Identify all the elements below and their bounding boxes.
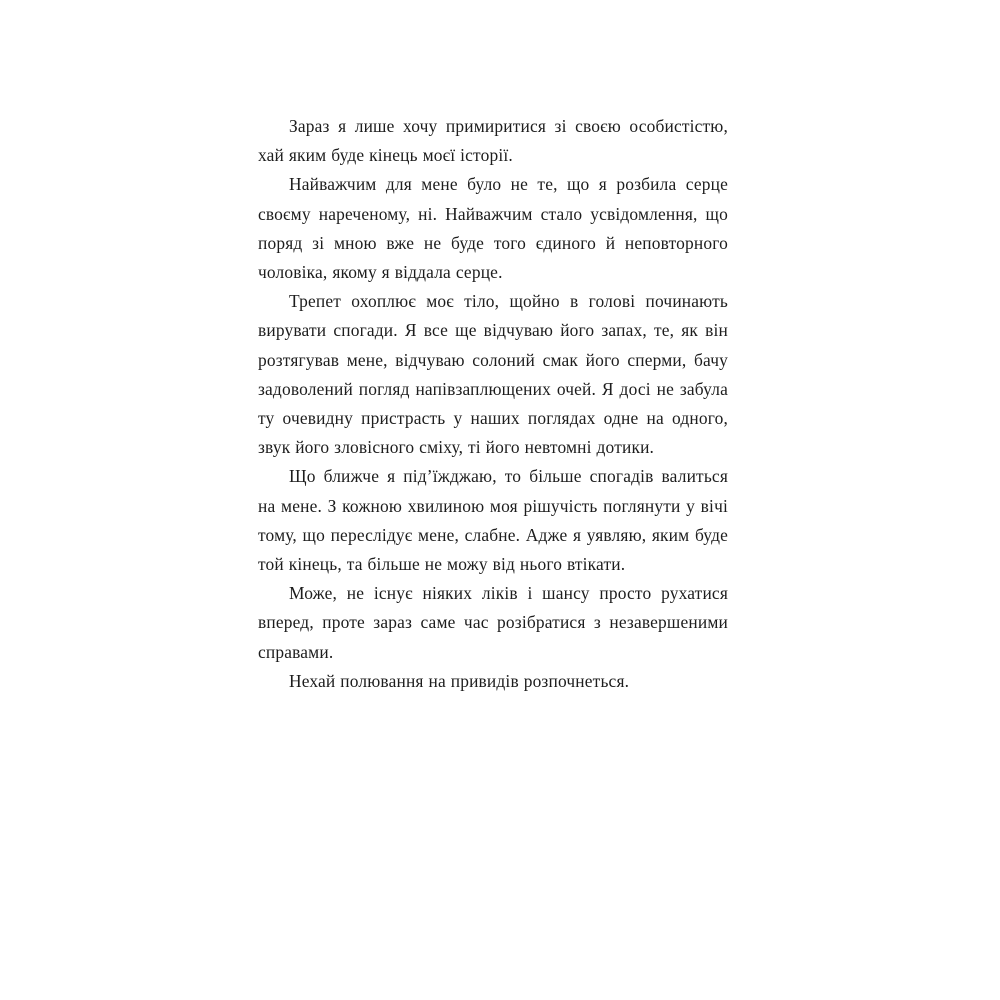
paragraph: Що ближче я під’їжджаю, то більше спогадів валиться на мене. З кожною хвилиною моя рішучість поглянути у вічі тому, що переслідує мене, слабне. Адже я уявляю, яким буде той кінець, та більше не можу від нього втікати. bbox=[258, 466, 728, 575]
paragraph: Трепет охоплює моє тіло, щойно в голові починають вирувати спогади. Я все ще відчуваю його запах, те, як він розтягував мене, відчуваю солоний смак його сперми, бачу задоволений погляд напівзаплющених очей. Я досі не забула ту очевидну пристрасть у наших поглядах одне на одного, звук його зловісного сміху, ті його невтомні дотики. bbox=[258, 291, 728, 458]
paragraph: Зараз я лише хочу примиритися зі своєю особистістю, хай яким буде кінець моєї історії. bbox=[258, 116, 728, 166]
paragraph: Найважчим для мене було не те, що я розбила серце своєму нареченому, ні. Найважчим стало усвідомлення, що поряд зі мною вже не буде того єдиного й неповторного чоловіка, якому я віддала серце. bbox=[258, 174, 728, 283]
paragraph: Нехай полювання на привидів розпочнеться. bbox=[289, 670, 630, 691]
paragraph: Може, не існує ніяких ліків і шансу просто рухатися вперед, проте зараз саме час розібратися з незавершеними справами. bbox=[258, 583, 728, 662]
body-text-column bbox=[258, 112, 728, 696]
